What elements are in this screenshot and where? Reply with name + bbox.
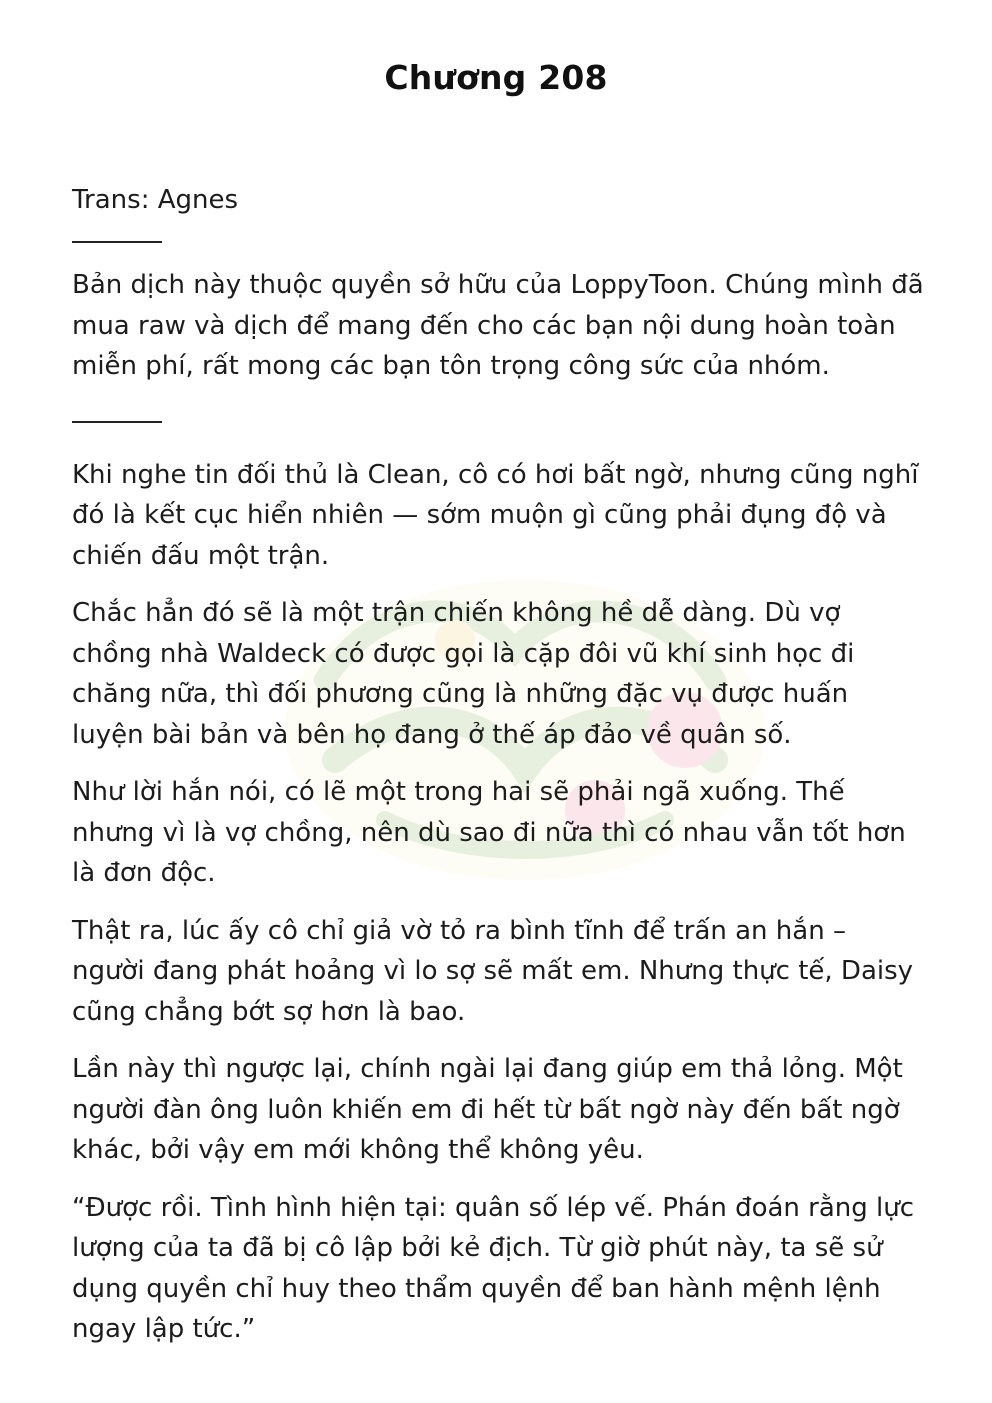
story-paragraph: Thật ra, lúc ấy cô chỉ giả vờ tỏ ra bình tĩnh để trấn an hắn – người đang phát hoảng vì lo sợ sẽ mất em. Nhưng thực tế, Daisy cũng chẳng bớt sợ hơn là bao. — [72, 915, 914, 1027]
translator-credit: Trans: Agnes — [72, 185, 239, 215]
story-paragraph: Lần này thì ngược lại, chính ngài lại đang giúp em thả lỏng. Một người đàn ông luôn khiến em đi hết từ bất ngờ này đến bất ngờ khác, bởi vậy em mới không thể không yêu. — [72, 1054, 903, 1165]
chapter-title: Chương 208 — [384, 58, 608, 97]
separator-line — [72, 421, 162, 423]
story-paragraph: Như lời hắn nói, có lẽ một trong hai sẽ phải ngã xuống. Thế nhưng vì là vợ chồng, nên dù sao đi nữa thì có nhau vẫn tốt hơn là đơn độc. — [72, 777, 906, 888]
separator-line — [72, 241, 162, 243]
story-paragraph: Chắc hẳn đó sẽ là một trận chiến không hề dễ dàng. Dù vợ chồng nhà Waldeck có được gọi là cặp đôi vũ khí sinh học đi chăng nữa, thì đối phương cũng là những đặc vụ được huấn luyện bài bản và bên họ đang ở thế áp đảo về quân số. — [72, 598, 855, 750]
story-paragraph: “Được rồi. Tình hình hiện tại: quân số lép vế. Phán đoán rằng lực lượng của ta đã bị cô lập bởi kẻ địch. Từ giờ phút này, ta sẽ sử dụng quyền chỉ huy theo thẩm quyền để ban hành mệnh lệnh ngay lập tức.” — [72, 1192, 915, 1344]
story-paragraph: Khi nghe tin đối thủ là Clean, cô có hơi bất ngờ, nhưng cũng nghĩ đó là kết cục hiển nhiên — sớm muộn gì cũng phải đụng độ và chiến đấu một trận. — [72, 459, 919, 571]
copyright-notice: Bản dịch này thuộc quyền sở hữu của LoppyToon. Chúng mình đã mua raw và dịch để mang đến cho các bạn nội dung hoàn toàn miễn phí, rất mong các bạn tôn trọng công sức của nhóm. — [72, 270, 924, 381]
chapter-content — [72, 180, 924, 1350]
